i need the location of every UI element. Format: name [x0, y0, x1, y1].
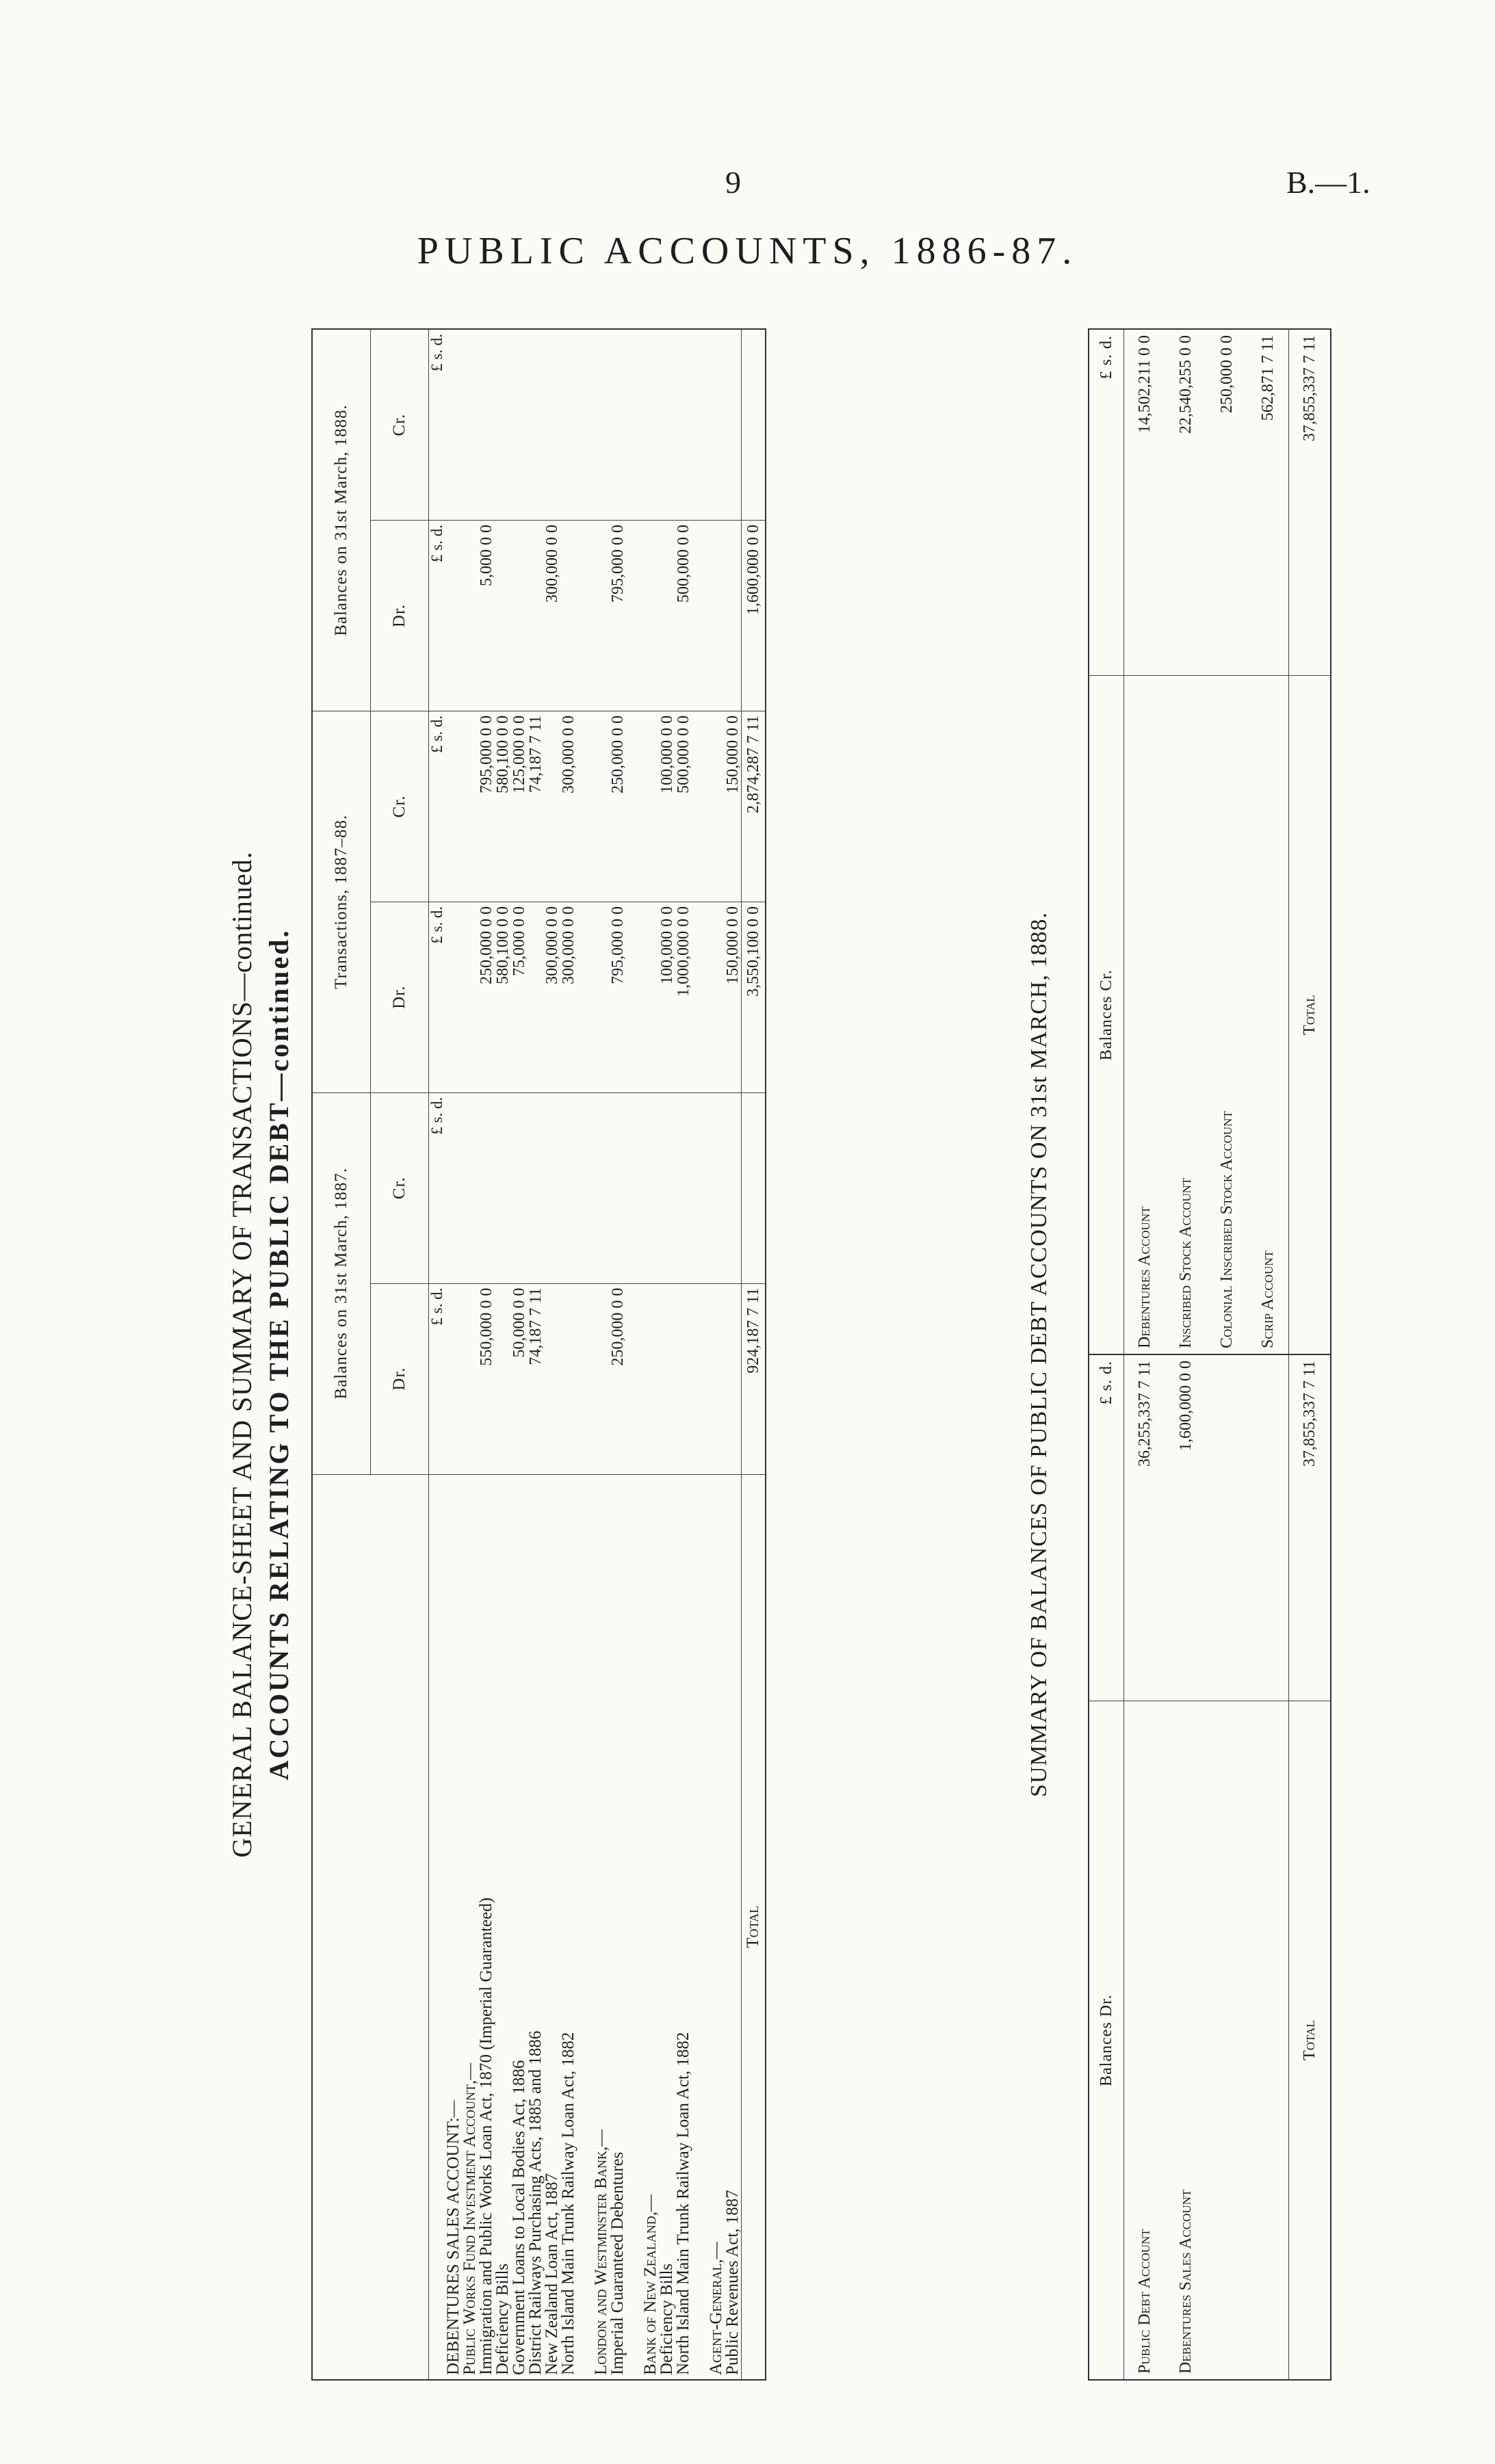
summary-total-cr-amount: 37,855,337 7 11	[1289, 329, 1331, 676]
cell-b88-cr	[462, 329, 478, 521]
cell-transactions-cr: 300,000 0 0	[560, 711, 577, 902]
cell-b87-dr	[725, 1283, 742, 1474]
total-b87-dr: 924,187 7 11	[742, 1283, 766, 1474]
cell-b88-cr	[659, 329, 675, 521]
cell-transactions-cr	[462, 711, 478, 902]
cell-b88-dr	[692, 521, 708, 711]
cell-transactions-cr	[642, 711, 659, 902]
cell-transactions-cr	[626, 711, 642, 902]
unit-label: £ s. d.	[429, 329, 446, 521]
summary-total-row	[1289, 329, 1331, 2380]
summary-row	[1206, 329, 1247, 2380]
cell-b88-dr	[495, 521, 511, 711]
cell-b87-dr	[692, 1283, 708, 1474]
cell-b87-dr: 50,000 0 0	[511, 1283, 528, 1474]
summary-total-cr-label: Total	[1289, 676, 1331, 1354]
column-header-description	[312, 1474, 429, 2380]
summary-table	[1088, 328, 1331, 2381]
cell-b88-dr	[445, 521, 462, 711]
cell-transactions-cr	[577, 711, 593, 902]
cell-transactions-dr: 150,000 0 0	[725, 902, 742, 1092]
cell-transactions-dr	[462, 902, 478, 1092]
summary-total-dr-label: Total	[1289, 1701, 1331, 2380]
summary-section	[1026, 328, 1318, 2381]
cell-b88-dr: 500,000 0 0	[675, 521, 692, 711]
row-label: District Railways Purchasing Acts, 1885 and 1886	[528, 1474, 544, 2380]
table-row	[495, 329, 511, 2380]
row-label: Imperial Guaranteed Debentures	[610, 1474, 626, 2380]
unit-label: £ s. d.	[429, 902, 446, 1092]
cell-b87-cr	[708, 1092, 725, 1283]
cell-transactions-cr: 125,000 0 0	[511, 711, 528, 902]
cell-b87-cr	[544, 1092, 560, 1283]
cell-b87-cr	[610, 1092, 626, 1283]
column-header-cr: Cr.	[371, 1092, 429, 1283]
summary-cr-amount: 22,540,255 0 0	[1165, 329, 1206, 676]
cell-transactions-cr: 580,100 0 0	[495, 711, 511, 902]
table-row	[445, 329, 462, 2380]
table-row	[692, 329, 708, 2380]
cell-transactions-cr: 500,000 0 0	[675, 711, 692, 902]
summary-dr-label: Debentures Sales Account	[1176, 2189, 1195, 2374]
cell-transactions-cr: 150,000 0 0	[725, 711, 742, 902]
summary-cr-amount: 14,502,211 0 0	[1124, 329, 1166, 676]
cell-b88-dr	[593, 521, 610, 711]
table-row	[675, 329, 692, 2380]
cell-b88-cr	[478, 329, 495, 521]
cell-b88-cr	[725, 329, 742, 521]
cell-b88-dr: 795,000 0 0	[610, 521, 626, 711]
summary-dr-label	[1247, 1701, 1289, 2380]
row-label: Agent-General,—	[708, 1474, 725, 2380]
cell-transactions-dr: 795,000 0 0	[610, 902, 626, 1092]
cell-b88-cr	[610, 329, 626, 521]
cell-transactions-cr: 100,000 0 0	[659, 711, 675, 902]
summary-row	[1247, 329, 1289, 2380]
cell-b88-cr	[642, 329, 659, 521]
column-group-balances-1888: Balances on 31st March, 1888.	[312, 329, 371, 711]
cell-transactions-cr	[593, 711, 610, 902]
cell-b87-dr	[675, 1283, 692, 1474]
cell-b88-dr: 5,000 0 0	[478, 521, 495, 711]
row-label: North Island Main Trunk Railway Loan Act, 1882	[560, 1474, 577, 2380]
table-row	[462, 329, 478, 2380]
cell-transactions-dr	[593, 902, 610, 1092]
table-row	[725, 329, 742, 2380]
summary-cr-label: Scrip Account	[1258, 1250, 1277, 1349]
table-row	[708, 329, 725, 2380]
cell-b87-cr	[528, 1092, 544, 1283]
cell-b88-cr	[445, 329, 462, 521]
row-label	[692, 1474, 708, 2380]
cell-b87-dr	[642, 1283, 659, 1474]
cell-b88-cr	[675, 329, 692, 521]
summary-dr-header: Balances Dr.	[1089, 1701, 1124, 2380]
cell-transactions-dr	[642, 902, 659, 1092]
table-row	[593, 329, 610, 2380]
summary-cr-amount: 562,871 7 11	[1247, 329, 1289, 676]
cell-b87-dr	[544, 1283, 560, 1474]
unit-label: £ s. d.	[429, 711, 446, 902]
cell-b87-cr	[626, 1092, 642, 1283]
row-label: Government Loans to Local Bodies Act, 1886	[511, 1474, 528, 2380]
cell-b87-dr	[495, 1283, 511, 1474]
cell-b87-dr	[708, 1283, 725, 1474]
cell-b87-dr	[462, 1283, 478, 1474]
summary-row	[1165, 329, 1206, 2380]
cell-b88-cr	[692, 329, 708, 521]
cell-b88-dr	[642, 521, 659, 711]
cell-transactions-dr	[692, 902, 708, 1092]
cell-b88-dr	[708, 521, 725, 711]
summary-cr-label: Debentures Account	[1135, 1206, 1154, 1349]
table-row	[478, 329, 495, 2380]
cell-b87-cr	[478, 1092, 495, 1283]
summary-cr-unit: £ s. d.	[1089, 329, 1124, 676]
cell-b88-cr	[544, 329, 560, 521]
row-label: Immigration and Public Works Loan Act, 1870 (Imperial Guaranteed)	[478, 1474, 495, 2380]
column-header-dr: Dr.	[371, 902, 429, 1092]
summary-row	[1124, 329, 1166, 2380]
column-header-cr: Cr.	[371, 329, 429, 521]
cell-transactions-dr: 75,000 0 0	[511, 902, 528, 1092]
table-row	[560, 329, 577, 2380]
summary-dr-label: Public Debt Account	[1135, 2229, 1154, 2374]
cell-b87-dr	[659, 1283, 675, 1474]
row-label: Deficiency Bills	[495, 1474, 511, 2380]
cell-b87-dr	[577, 1283, 593, 1474]
table-row	[511, 329, 528, 2380]
column-header-dr: Dr.	[371, 521, 429, 711]
cell-b87-cr	[725, 1092, 742, 1283]
table-row	[544, 329, 560, 2380]
cell-transactions-cr	[708, 711, 725, 902]
cell-b88-dr: 300,000 0 0	[544, 521, 560, 711]
statement-section	[226, 328, 807, 2381]
cell-transactions-dr	[528, 902, 544, 1092]
row-label: Bank of New Zealand,—	[642, 1474, 659, 2380]
total-transactions-cr: 2,874,287 7 11	[742, 711, 766, 902]
cell-b87-cr	[577, 1092, 593, 1283]
page-number: 9	[725, 165, 741, 200]
column-header-dr: Dr.	[371, 1283, 429, 1474]
unit-label: £ s. d.	[429, 521, 446, 711]
table-row	[528, 329, 544, 2380]
cell-b87-cr	[675, 1092, 692, 1283]
row-label	[577, 1474, 593, 2380]
cell-transactions-cr: 795,000 0 0	[478, 711, 495, 902]
summary-dr-unit: £ s. d.	[1089, 1354, 1124, 1701]
summary-title: SUMMARY OF BALANCES OF PUBLIC DEBT ACCOUNTS ON 31st MARCH, 1888.	[1026, 912, 1052, 1797]
cell-b88-cr	[708, 329, 725, 521]
summary-dr-amount: 1,600,000 0 0	[1165, 1354, 1206, 1701]
cell-b87-dr: 250,000 0 0	[610, 1283, 626, 1474]
unit-label: £ s. d.	[429, 1283, 446, 1474]
page-title: PUBLIC ACCOUNTS, 1886-87.	[417, 230, 1078, 272]
summary-dr-label	[1206, 1701, 1247, 2380]
summary-cr-label: Colonial Inscribed Stock Account	[1217, 1111, 1236, 1349]
row-label: North Island Main Trunk Railway Loan Act, 1882	[675, 1474, 692, 2380]
cell-b87-cr	[511, 1092, 528, 1283]
statement-subtitle: ACCOUNTS RELATING TO THE PUBLIC DEBT—continued.	[263, 928, 294, 1781]
cell-b87-cr	[642, 1092, 659, 1283]
unit-label: £ s. d.	[429, 1092, 446, 1283]
summary-cr-amount: 250,000 0 0	[1206, 329, 1247, 676]
cell-b88-cr	[593, 329, 610, 521]
cell-b88-cr	[511, 329, 528, 521]
cell-b87-cr	[560, 1092, 577, 1283]
cell-transactions-cr	[692, 711, 708, 902]
table-row	[577, 329, 593, 2380]
summary-cr-label: Inscribed Stock Account	[1176, 1177, 1195, 1349]
summary-dr-amount	[1247, 1354, 1289, 1701]
row-label: New Zealand Loan Act, 1887	[544, 1474, 560, 2380]
table-row	[626, 329, 642, 2380]
cell-transactions-cr	[445, 711, 462, 902]
cell-transactions-dr: 1,000,000 0 0	[675, 902, 692, 1092]
cell-transactions-cr	[544, 711, 560, 902]
cell-transactions-dr: 300,000 0 0	[560, 902, 577, 1092]
cell-transactions-dr	[626, 902, 642, 1092]
row-label: DEBENTURES SALES ACCOUNT:—	[445, 1474, 462, 2380]
cell-b87-cr	[593, 1092, 610, 1283]
row-label: Public Revenues Act, 1887	[725, 1474, 742, 2380]
cell-b88-cr	[577, 329, 593, 521]
summary-dr-amount	[1206, 1354, 1247, 1701]
total-transactions-dr: 3,550,100 0 0	[742, 902, 766, 1092]
public-debt-table	[311, 328, 766, 2381]
row-label: London and Westminster Bank,—	[593, 1474, 610, 2380]
cell-b87-dr	[560, 1283, 577, 1474]
cell-transactions-cr: 250,000 0 0	[610, 711, 626, 902]
row-label: Deficiency Bills	[659, 1474, 675, 2380]
cell-b88-dr	[626, 521, 642, 711]
cell-transactions-dr	[445, 902, 462, 1092]
cell-transactions-dr: 580,100 0 0	[495, 902, 511, 1092]
column-header-cr: Cr.	[371, 711, 429, 902]
cell-transactions-cr: 74,187 7 11	[528, 711, 544, 902]
cell-b87-cr	[462, 1092, 478, 1283]
summary-total-dr-amount: 37,855,337 7 11	[1289, 1354, 1331, 1701]
table-row	[642, 329, 659, 2380]
table-row	[659, 329, 675, 2380]
column-group-balances-1887: Balances on 31st March, 1887.	[312, 1092, 371, 1474]
cell-transactions-dr: 250,000 0 0	[478, 902, 495, 1092]
row-label	[626, 1474, 642, 2380]
cell-b88-dr	[462, 521, 478, 711]
cell-transactions-dr	[708, 902, 725, 1092]
cell-b88-dr	[659, 521, 675, 711]
cell-b88-cr	[560, 329, 577, 521]
total-b88-dr: 1,600,000 0 0	[742, 521, 766, 711]
cell-b87-dr	[593, 1283, 610, 1474]
total-b87-cr	[742, 1092, 766, 1283]
cell-b87-dr: 550,000 0 0	[478, 1283, 495, 1474]
total-row	[742, 329, 766, 2380]
cell-transactions-dr: 100,000 0 0	[659, 902, 675, 1092]
cell-transactions-dr	[577, 902, 593, 1092]
cell-b88-dr	[560, 521, 577, 711]
cell-b87-dr: 74,187 7 11	[528, 1283, 544, 1474]
cell-b87-cr	[692, 1092, 708, 1283]
cell-b87-cr	[659, 1092, 675, 1283]
summary-cr-header: Balances Cr.	[1089, 676, 1124, 1354]
cell-b87-cr	[445, 1092, 462, 1283]
total-label: Total	[742, 1474, 766, 2380]
document-reference: B.—1.	[1286, 165, 1370, 200]
cell-b87-dr	[626, 1283, 642, 1474]
unit-row	[429, 329, 446, 2380]
cell-b88-dr	[725, 521, 742, 711]
column-group-transactions: Transactions, 1887–88.	[312, 711, 371, 1092]
cell-b87-dr	[445, 1283, 462, 1474]
cell-b88-dr	[528, 521, 544, 711]
row-label: Public Works Fund Investment Account,—	[462, 1474, 478, 2380]
cell-b88-cr	[528, 329, 544, 521]
table-row	[610, 329, 626, 2380]
cell-transactions-dr: 300,000 0 0	[544, 902, 560, 1092]
statement-title: GENERAL BALANCE-SHEET AND SUMMARY OF TRANSACTIONS—continued.	[226, 851, 257, 1858]
cell-b88-cr	[626, 329, 642, 521]
cell-b88-dr	[577, 521, 593, 711]
total-b88-cr	[742, 329, 766, 521]
cell-b87-cr	[495, 1092, 511, 1283]
cell-b88-dr	[511, 521, 528, 711]
summary-dr-amount: 36,255,337 7 11	[1124, 1354, 1166, 1701]
cell-b88-cr	[495, 329, 511, 521]
